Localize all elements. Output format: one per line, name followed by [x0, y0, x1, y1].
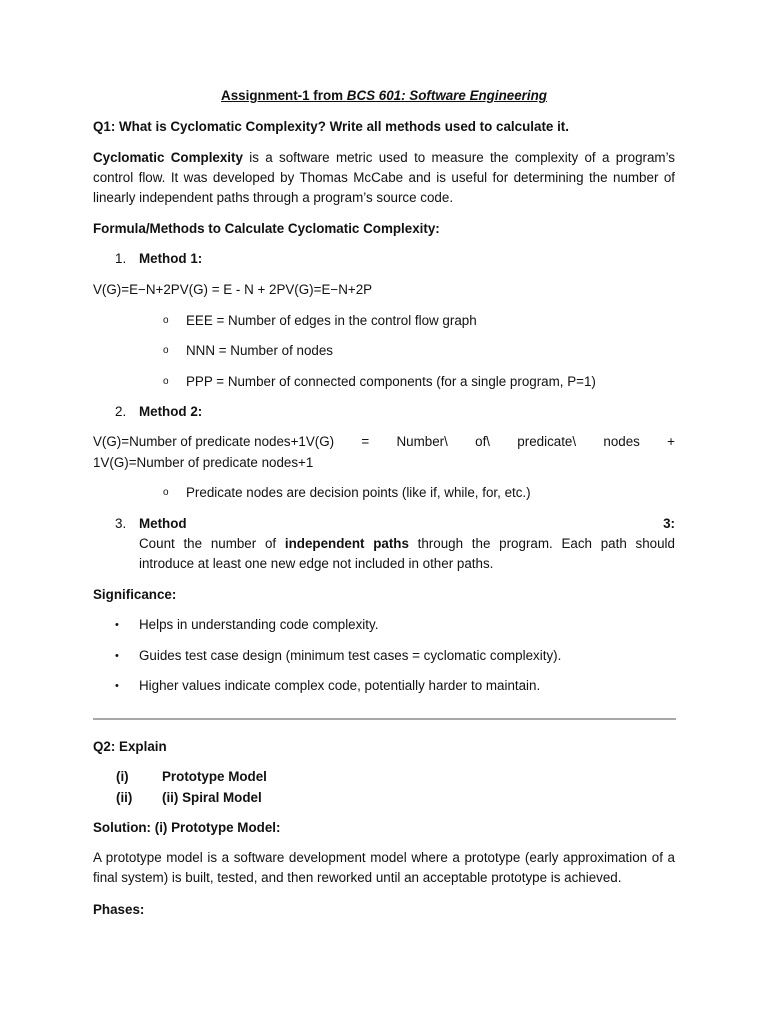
section-divider [93, 718, 676, 720]
intro-bold-term: Cyclomatic Complexity [93, 150, 243, 165]
significance-item: Guides test case design (minimum test cases = cyclomatic complexity). [139, 648, 562, 663]
prototype-paragraph: A prototype model is a software development model where a prototype (early approximation of a final system) is built, tested, and then reworked until an acceptable prototype is achieved. [93, 850, 675, 885]
q2-heading: Q2: Explain [93, 739, 167, 754]
method3-text-post: through the program. Each path should introduce at least one new edge not included in other paths. [139, 536, 675, 571]
document-title [0, 86, 768, 106]
method3-text-bold: independent paths [284, 536, 409, 551]
bullet-icon: • [115, 680, 119, 692]
q2-item-text: Prototype Model [162, 769, 267, 784]
formula-part: Number\ [396, 434, 448, 449]
sub-bullet-icon: o [163, 345, 169, 356]
significance-item: Higher values indicate complex code, potentially harder to maintain. [139, 678, 541, 693]
method3-text-pre: Count the number of [139, 536, 285, 551]
title-prefix: Assignment-1 from [221, 88, 347, 103]
formula-part: + [667, 434, 675, 449]
intro-rest: is a software metric used to measure the complexity of a program’s control flow. It was developed by Thomas McCabe and is useful for determining the number of linearly independent paths through a program’s source code. [93, 150, 676, 205]
sub-bullet-icon: o [163, 487, 169, 498]
method1-bullet-edges: EEE = Number of edges in the control flow graph [186, 313, 477, 328]
bullet-icon: • [115, 619, 119, 631]
method2-formula-line1 [93, 432, 675, 452]
q2-item-roman: (ii) [116, 790, 133, 805]
q2-item-roman: (i) [116, 769, 129, 784]
method2-label: Method 2: [139, 404, 203, 419]
method1-number: 1. [115, 251, 127, 266]
method3-number: 3. [115, 516, 127, 531]
formula-part: of\ [475, 434, 491, 449]
significance-heading: Significance: [93, 587, 177, 602]
title-course: BCS 601: Software Engineering [346, 88, 547, 103]
formula-part: predicate\ [517, 434, 577, 449]
method3-label-end: 3: [663, 516, 675, 531]
formula-part: = [361, 434, 370, 449]
sub-bullet-icon: o [163, 376, 169, 387]
sub-bullet-icon: o [163, 315, 169, 326]
method2-number: 2. [115, 404, 127, 419]
q2-item-text: (ii) Spiral Model [162, 790, 262, 805]
q1-heading: Q1: What is Cyclomatic Complexity? Write all methods used to calculate it. [93, 119, 569, 134]
method3-label-row [139, 514, 675, 534]
method3-text [139, 534, 675, 574]
formula-heading: Formula/Methods to Calculate Cyclomatic Complexity: [93, 221, 440, 236]
bullet-icon: • [115, 650, 119, 662]
method1-bullet-components: PPP = Number of connected components (for a single program, P=1) [186, 374, 596, 389]
method3-label: Method [139, 516, 187, 531]
method1-bullet-nodes: NNN = Number of nodes [186, 343, 333, 358]
q1-intro-paragraph [93, 148, 675, 208]
method2-formula-line2: 1V(G)=Number of predicate nodes+1 [93, 455, 314, 470]
significance-item: Helps in understanding code complexity. [139, 617, 379, 632]
formula-part: V(G)=Number of predicate nodes+1V(G) [93, 434, 335, 449]
formula-part: nodes [603, 434, 640, 449]
phases-heading: Phases: [93, 902, 145, 917]
solution-heading: Solution: (i) Prototype Model: [93, 820, 281, 835]
method2-bullet-predicate: Predicate nodes are decision points (like if, while, for, etc.) [186, 485, 531, 500]
method1-label: Method 1: [139, 251, 203, 266]
method1-formula: V(G)=E−N+2PV(G) = E - N + 2PV(G)=E−N+2P [93, 282, 373, 297]
